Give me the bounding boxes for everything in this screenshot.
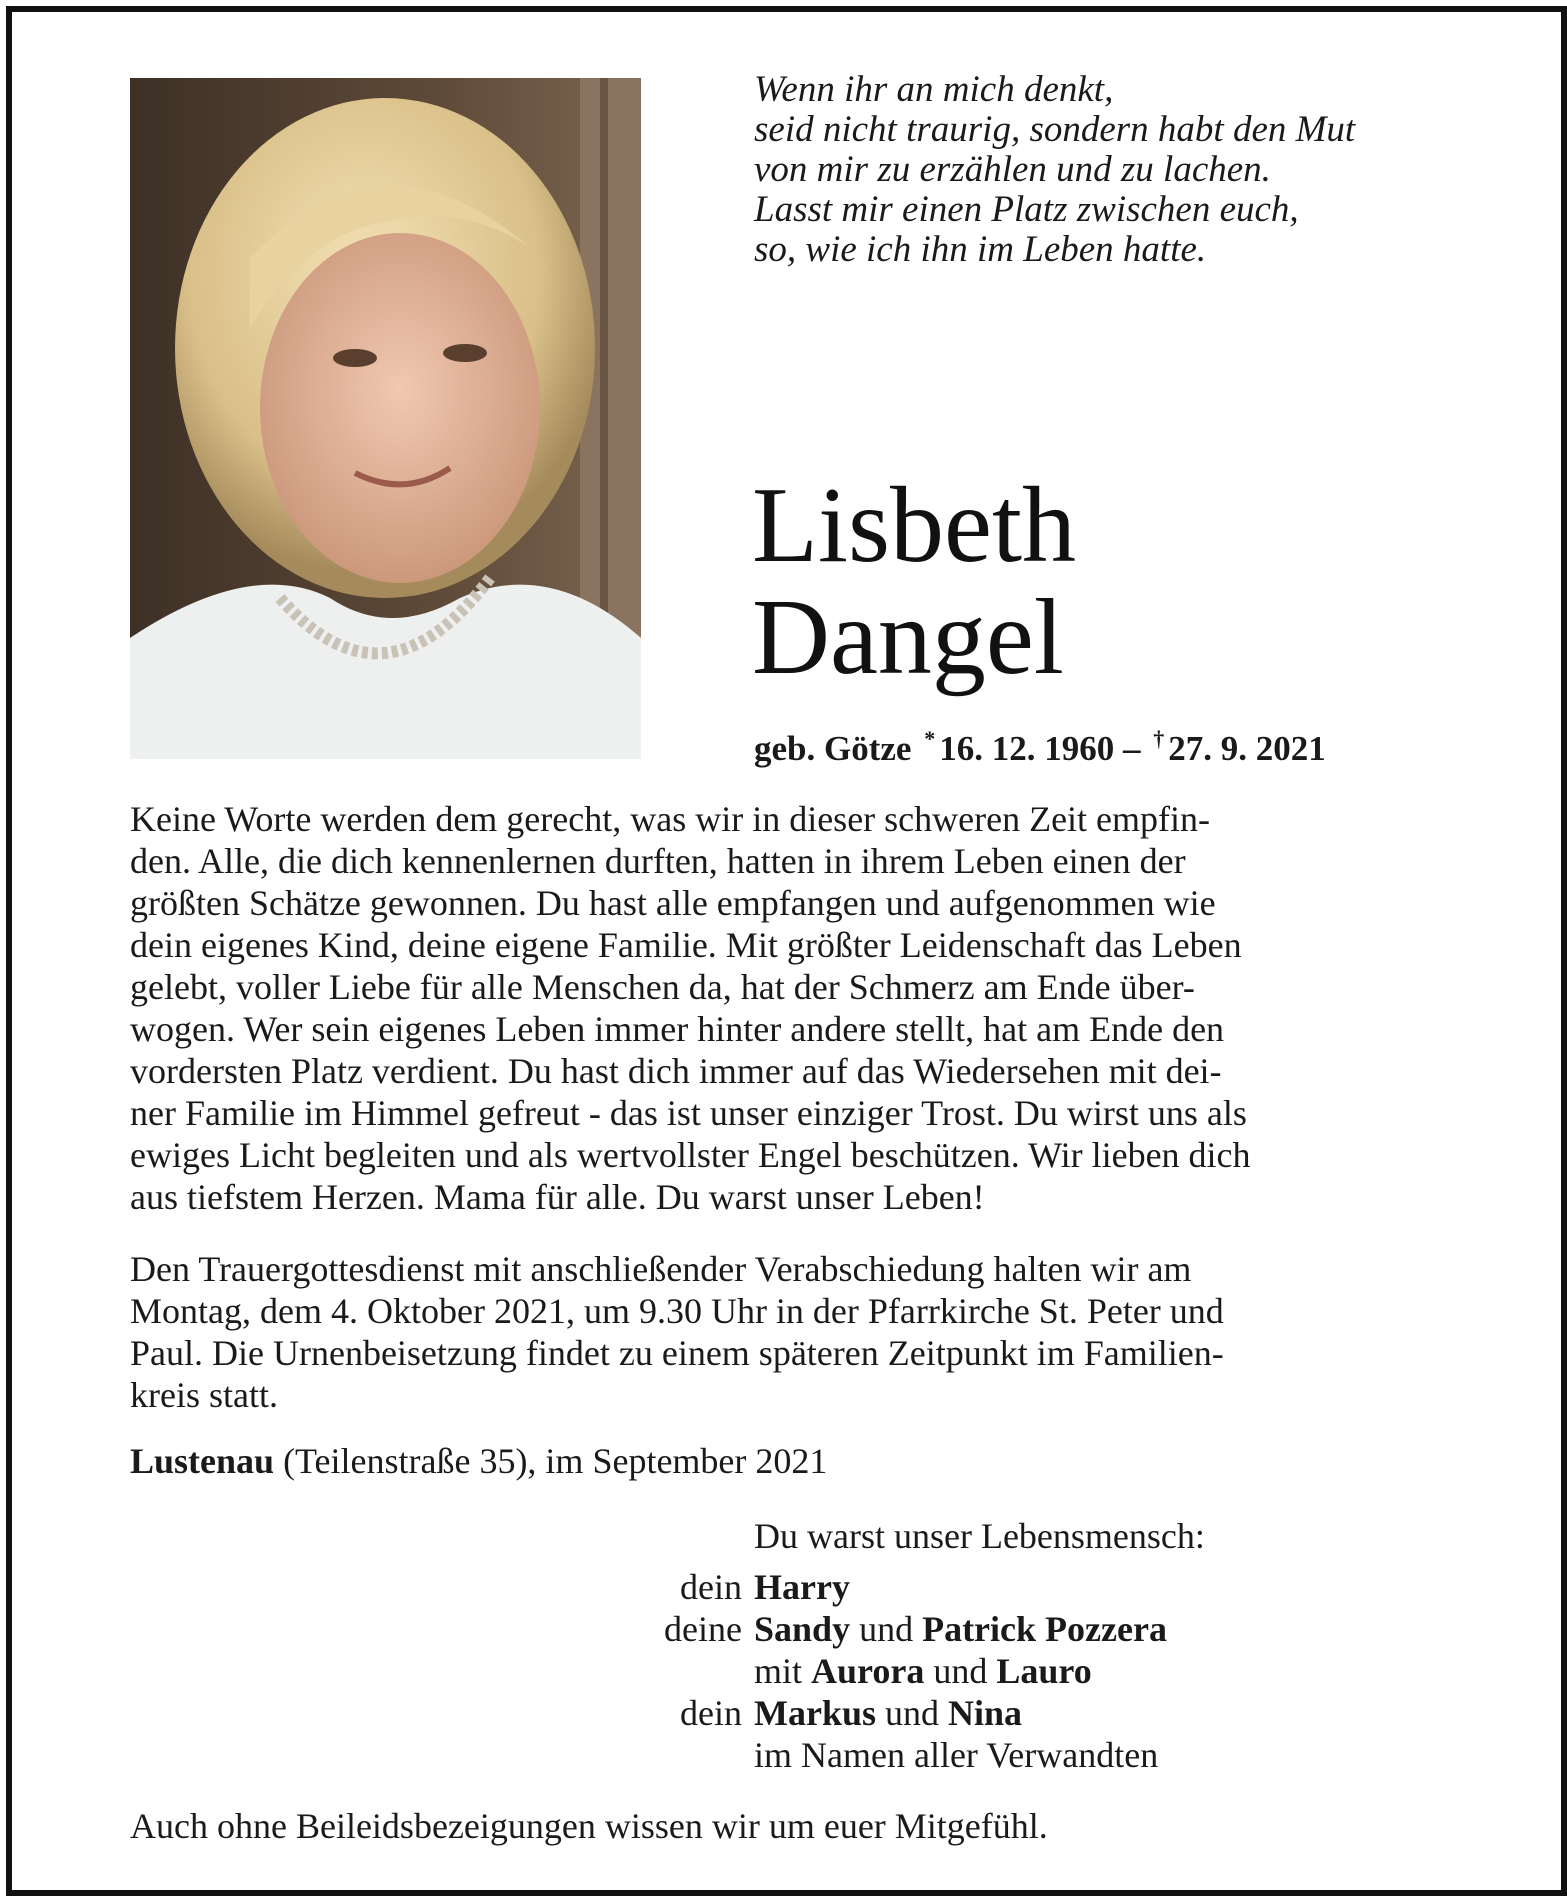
paragraph-line: ner Familie im Himmel gefreut - das ist unser einziger Trost. Du wirst uns als bbox=[130, 1093, 1247, 1133]
place-city: Lustenau bbox=[130, 1441, 275, 1481]
family-conjunction: und bbox=[924, 1651, 997, 1691]
place-rest: (Teilenstraße 35), im September 2021 bbox=[274, 1441, 828, 1481]
family-prefix: mit bbox=[754, 1651, 812, 1691]
family-member: Nina bbox=[948, 1693, 1023, 1733]
death-symbol: † bbox=[1153, 726, 1165, 751]
service-paragraph bbox=[130, 1248, 1440, 1416]
poem-line: so, wie ich ihn im Leben hatte. bbox=[754, 229, 1207, 270]
paragraph-line: den. Alle, die dich kennenlernen durften, hatten in ihrem Leben einen der bbox=[130, 841, 1186, 881]
portrait-photo bbox=[130, 78, 641, 759]
birth-symbol: * bbox=[924, 726, 936, 751]
paragraph-line: aus tiefstem Herzen. Mama für alle. Du warst unser Leben! bbox=[130, 1177, 985, 1217]
closing-note: Auch ohne Beileidsbezeigungen wissen wir um euer Mitgefühl. bbox=[130, 1806, 1048, 1846]
family-prefix: dein bbox=[680, 1567, 742, 1607]
paragraph-line: wogen. Wer sein eigenes Leben immer hinter andere stellt, hat am Ende den bbox=[130, 1009, 1225, 1049]
deceased-name bbox=[752, 466, 1076, 697]
family-member: Markus bbox=[754, 1693, 877, 1733]
birth-date: 16. 12. 1960 bbox=[939, 729, 1115, 768]
family-member: Aurora bbox=[811, 1651, 925, 1691]
family-member: Patrick Pozzera bbox=[922, 1609, 1167, 1649]
poem-line: seid nicht traurig, sondern habt den Mut bbox=[754, 109, 1356, 150]
birth-name: geb. Götze bbox=[754, 729, 912, 768]
paragraph-line: vordersten Platz verdient. Du hast dich immer auf das Wiedersehen mit dei- bbox=[130, 1051, 1222, 1091]
poem-line: von mir zu erzählen und zu lachen. bbox=[754, 149, 1271, 190]
paragraph-line: Keine Worte werden dem gerecht, was wir in dieser schweren Zeit empfin- bbox=[130, 799, 1211, 839]
family-lead: Du warst unser Lebensmensch: bbox=[754, 1516, 1205, 1556]
family-conjunction: und bbox=[850, 1609, 923, 1649]
place-and-date bbox=[130, 1440, 827, 1482]
paragraph-line: Den Trauergottesdienst mit anschließender Verabschiedung halten wir am bbox=[130, 1249, 1192, 1289]
family-note: im Namen aller Verwandten bbox=[754, 1735, 1159, 1775]
family-member: Lauro bbox=[996, 1651, 1092, 1691]
last-name: Dangel bbox=[752, 578, 1064, 697]
paragraph-line: dein eigenes Kind, deine eigene Familie. Mit größter Leidenschaft das Leben bbox=[130, 925, 1242, 965]
family-member: Sandy bbox=[754, 1609, 851, 1649]
family-prefix: deine bbox=[664, 1609, 742, 1649]
poem-line: Wenn ihr an mich denkt, bbox=[754, 69, 1114, 110]
death-date: 27. 9. 2021 bbox=[1168, 729, 1326, 768]
portrait-illustration bbox=[130, 78, 641, 759]
paragraph-line: kreis statt. bbox=[130, 1375, 278, 1415]
family-conjunction: und bbox=[876, 1693, 949, 1733]
paragraph-line: ewiges Licht begleiten und als wertvollster Engel beschützen. Wir lieben dich bbox=[130, 1135, 1251, 1175]
paragraph-line: Montag, dem 4. Oktober 2021, um 9.30 Uhr in der Pfarrkirche St. Peter und bbox=[130, 1291, 1224, 1331]
first-name: Lisbeth bbox=[752, 466, 1076, 585]
memorial-poem bbox=[754, 70, 1454, 270]
date-separator: – bbox=[1122, 729, 1141, 768]
family-prefix: dein bbox=[680, 1693, 742, 1733]
paragraph-line: Paul. Die Urnenbeisetzung findet zu einem späteren Zeitpunkt im Familien- bbox=[130, 1333, 1224, 1373]
paragraph-line: größten Schätze gewonnen. Du hast alle empfangen und aufgenommen wie bbox=[130, 883, 1216, 923]
paragraph-line: gelebt, voller Liebe für alle Menschen da, hat der Schmerz am Ende über- bbox=[130, 967, 1195, 1007]
poem-line: Lasst mir einen Platz zwischen euch, bbox=[754, 189, 1299, 230]
family-member: Harry bbox=[754, 1567, 850, 1607]
life-dates bbox=[754, 726, 1326, 769]
tribute-paragraph bbox=[130, 798, 1440, 1218]
